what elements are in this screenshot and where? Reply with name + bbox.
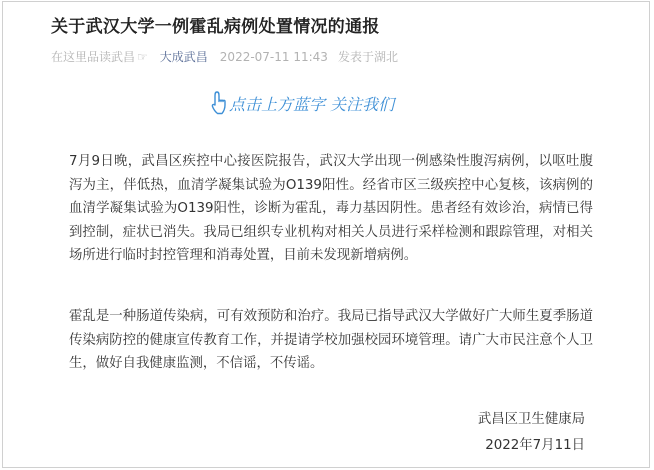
- signature-organization: 武昌区卫生健康局: [477, 412, 585, 427]
- article-meta: [51, 48, 398, 65]
- author-link[interactable]: 大成武昌: [159, 50, 208, 64]
- article-frame: [2, 1, 650, 468]
- paragraph-1: 7月9日晚，武昌区疾控中心接医院报告，武汉大学出现一例感染性腹泻病例，以呕吐腹泻为主，伴低热，血清学凝集试验为O139阳性。经省市区三级疾控中心复核，该病例的血清学凝集试验为O139阳性，诊断为霍乱，毒力基因阴性。患者经有效诊治，病情已得到控制，症状已消失。我局已组织专业机构对相关人员进行采样检测和跟踪管理，对相关场所进行临时封控管理和消毒处置，目前未发现新增病例。: [69, 154, 593, 263]
- pointing-finger-icon: [211, 90, 227, 116]
- paragraph-2: 霍乱是一种肠道传染病，可有效预防和治疗。我局已指导武汉大学做好广大师生夏季肠道传染病防控的健康宣传教育工作，并提请学校加强校园环境管理。请广大市民注意个人卫生，做好自我健康监测，不信谣，不传谣。: [69, 309, 593, 371]
- signature-date: 2022年7月11日: [485, 438, 585, 453]
- read-prompt: 在这里品读武昌: [51, 50, 136, 64]
- publish-location: 发表于湖北: [337, 50, 398, 64]
- follow-banner[interactable]: [211, 88, 394, 118]
- follow-text: 点击上方蓝字 关注我们: [229, 94, 395, 114]
- pointing-hand-icon: ☞: [137, 49, 148, 64]
- article-title: 关于武汉大学一例霍乱病例处置情况的通报: [51, 17, 380, 37]
- publish-datetime: 2022-07-11 11:43: [219, 49, 328, 64]
